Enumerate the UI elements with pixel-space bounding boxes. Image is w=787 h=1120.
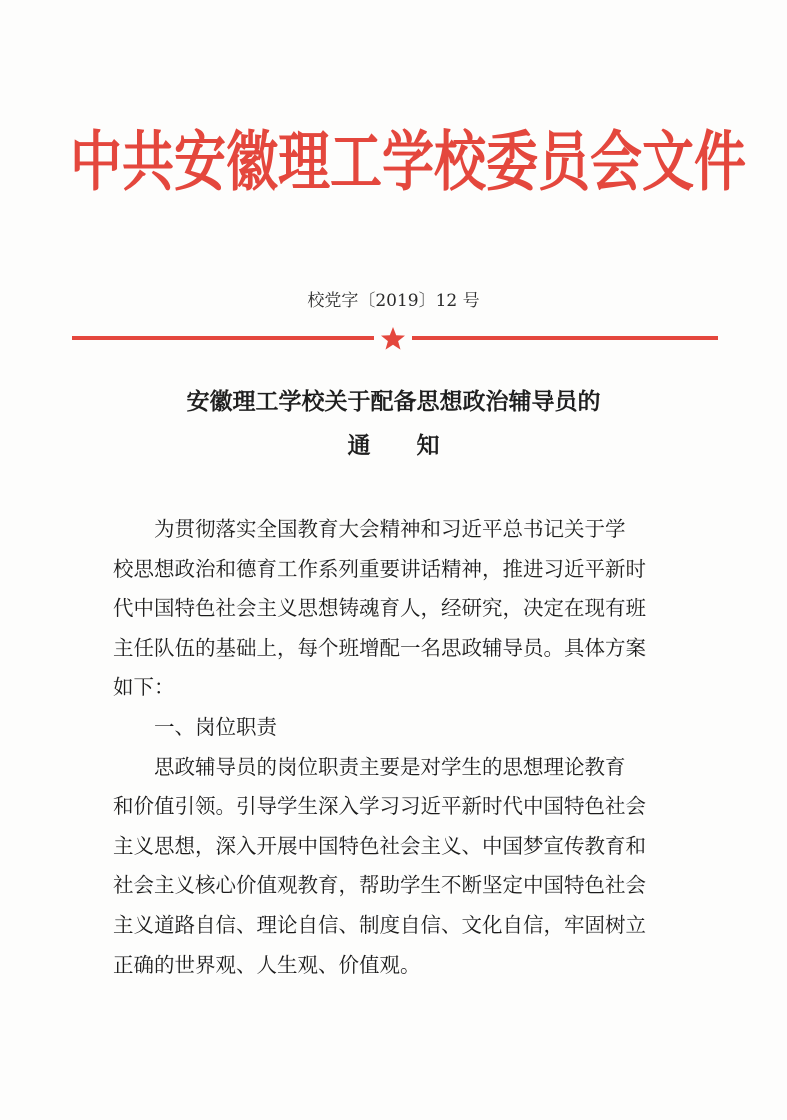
body-line: 校思想政治和德育工作系列重要讲话精神，推进习近平新时 — [113, 556, 646, 581]
body-line: 正确的世界观、人生观、价值观。 — [113, 952, 421, 977]
body-line: 为贯彻落实全国教育大会精神和习近平总书记关于学 — [154, 517, 626, 541]
document-number: 校党字〔2019〕12 号 — [307, 291, 480, 311]
notice-title — [0, 380, 787, 468]
document-masthead: 中共安徽理工学校委员会文件 — [70, 125, 747, 200]
notice-title-line-1: 安徽理工学校关于配备思想政治辅导员的 — [186, 389, 601, 415]
divider-left-line — [72, 336, 374, 340]
notice-body — [113, 510, 677, 985]
body-line: 代中国特色社会主义思想铸魂育人，经研究，决定在现有班 — [113, 596, 646, 621]
body-line: 思政辅导员的岗位职责主要是对学生的思想理论教育 — [154, 754, 626, 779]
red-divider — [0, 326, 787, 350]
body-line: 和价值引领。引导学生深入学习习近平新时代中国特色社会 — [113, 794, 646, 819]
body-line: 主任队伍的基础上，每个班增配一名思政辅导员。具体方案 — [113, 635, 646, 660]
divider-right-line — [412, 336, 718, 340]
notice-title-line-2: 通 知 — [347, 433, 440, 459]
body-line: 主义思想，深入开展中国特色社会主义、中国梦宣传教育和 — [113, 833, 646, 858]
section-heading: 一、岗位职责 — [154, 714, 277, 739]
star-icon — [381, 327, 405, 350]
body-line: 如下： — [113, 675, 175, 700]
body-line: 主义道路自信、理论自信、制度自信、文化自信，牢固树立 — [113, 912, 646, 937]
body-line: 社会主义核心价值观教育，帮助学生不断坚定中国特色社会 — [113, 873, 646, 898]
